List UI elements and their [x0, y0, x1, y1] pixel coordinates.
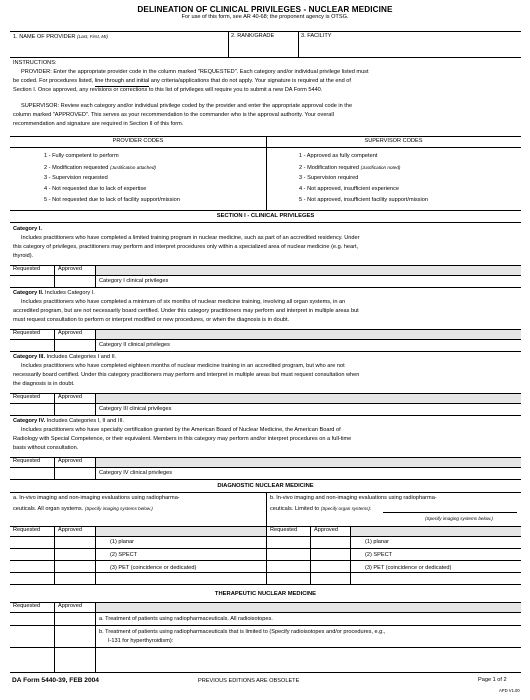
provider-instruction-line: PROVIDER: Enter the appropriate provider code in the column marked "REQUESTED". Each category and/or individual privilege listed must: [21, 69, 369, 75]
form-subtitle: For use of this form, see AR 40-68; the proponent agency is OTSG.: [181, 14, 349, 20]
provider-code-item: 5 - Not requested due to lack of facility support/mission: [44, 197, 180, 203]
approved-column-label: Approved: [314, 527, 338, 533]
editions-note: PREVIOUS EDITIONS ARE OBSOLETE: [198, 678, 300, 684]
organ-systems-field[interactable]: [383, 512, 517, 513]
category-3-description: Includes practitioners who have completed eighteen months of nuclear medicine training in an accredited program, but who are not: [21, 363, 345, 369]
provider-code-item: 4 - Not requested due to lack of expertise: [44, 186, 147, 192]
supervisor-instruction-line: recommendation and signature are required in Section II of this form.: [13, 121, 184, 127]
facility-label: 3. FACILITY: [301, 33, 332, 39]
rank-grade-field[interactable]: [230, 42, 296, 56]
approved-column-label: Approved: [58, 458, 82, 464]
category-4-approved-field[interactable]: [55, 468, 94, 478]
category-3-description: the diagnosis is in doubt.: [13, 381, 75, 387]
requested-column-label: Requested: [13, 266, 41, 272]
provider-instruction-line: Section I. Once approved, any revisions or corrections to this list of privileges will require you to submit a new DA Form 5440.: [13, 87, 323, 93]
diagnostic-a-text: a. In-vivo imaging and non-imaging evaluations using radiopharma-: [13, 495, 180, 501]
approved-column-label: Approved: [58, 266, 82, 272]
supervisor-code-item: 2 - Modification required (Justification noted): [299, 165, 401, 171]
category-4-requested-field[interactable]: [12, 468, 54, 478]
supervisor-code-item: 5 - Not approved, insufficient facility support/mission: [299, 197, 428, 203]
category-2-description: accredited program, but are not necessarily board certified. Under this category practitioners may perform and interpret in multiple areas but: [13, 308, 359, 314]
category-1-privileges-label: Category I clinical privileges: [99, 278, 169, 284]
section-1-heading: SECTION I - CLINICAL PRIVILEGES: [216, 213, 315, 219]
diagnostic-a-spect: (2) SPECT: [110, 552, 138, 558]
therapeutic-b-field[interactable]: [96, 648, 520, 671]
category-3-description: necessarily board certified. Under this category practitioners may perform and interpret in multiple areas but must request consultation when: [13, 372, 360, 378]
supervisor-instruction-line: SUPERVISOR: Review each category and/or individual privilege coded by the provider and enter the appropriate approval code in the: [21, 103, 353, 109]
diagnostic-heading: DIAGNOSTIC NUCLEAR MEDICINE: [217, 483, 314, 489]
requested-column-label: Requested: [13, 330, 41, 336]
diagnostic-b-text: b. In-vivo imaging and non-imaging evaluations using radiopharma-: [270, 495, 437, 501]
category-3-title: Category III. Includes Categories I and II.: [13, 354, 117, 360]
diagnostic-b-pet: (3) PET (coincidence or dedicated): [365, 565, 452, 571]
diagnostic-b-planar: (1) planar: [365, 539, 389, 545]
version-label: APD V1.00: [499, 688, 520, 693]
category-2-title: Category II. Includes Category I.: [13, 290, 95, 296]
category-2-privileges-label: Category II clinical privileges: [99, 342, 170, 348]
supervisor-code-item: 4 - Not approved, insufficient experience: [299, 186, 400, 192]
diagnostic-b-hint: (Specify imaging systems below.): [425, 516, 493, 521]
approved-column-label: Approved: [58, 527, 82, 533]
therapeutic-b-text: I-131 for hyperthyroidism):: [108, 638, 174, 644]
category-1-approved-field[interactable]: [55, 276, 94, 286]
category-4-privileges-label: Category IV clinical privileges: [99, 470, 173, 476]
approved-column-label: Approved: [58, 330, 82, 336]
category-1-title: Category I.: [13, 226, 42, 232]
category-2-requested-field[interactable]: [12, 340, 54, 350]
diagnostic-b-text: ceuticals. Limited to (Specify organ systems):: [270, 506, 372, 512]
category-1-requested-field[interactable]: [12, 276, 54, 286]
category-4-description: Includes practitioners who have specialty certification granted by the American Board of Nuclear Medicine, the American Board of: [21, 427, 341, 433]
form-number: DA Form 5440-39, FEB 2004: [12, 677, 99, 684]
category-4-description: Radiology with Special Competence, or their equivalent. Members in this category may perform and/or interpret procedures on a full-time: [13, 436, 352, 442]
requested-column-label: Requested: [13, 527, 41, 533]
form-title: DELINEATION OF CLINICAL PRIVILEGES - NUCLEAR MEDICINE: [137, 5, 393, 14]
category-2-description: must request consultation to perform or interpret modified or new procedures, or when the diagnosis is in doubt.: [13, 317, 290, 323]
diagnostic-a-planar: (1) planar: [110, 539, 134, 545]
category-2-approved-field[interactable]: [55, 340, 94, 350]
name-of-provider-label: 1. NAME OF PROVIDER (Last, First, MI): [13, 34, 108, 40]
category-4-title: Category IV. Includes Categories I, II and III.: [13, 418, 125, 424]
approved-column-label: Approved: [58, 394, 82, 400]
category-4-description: basis without consultation.: [13, 445, 79, 451]
supervisor-codes-heading: SUPERVISOR CODES: [364, 138, 423, 144]
diagnostic-a-text: ceuticals. All organ systems. (Specify imaging systems below.): [13, 506, 153, 512]
category-1-description: this category of privileges, practitioners may perform and interpret procedures only within a specialized area of nuclear medicine (e.g. heart,: [13, 244, 359, 250]
category-1-description: thyroid).: [13, 253, 34, 259]
diagnostic-b-spect: (2) SPECT: [365, 552, 393, 558]
category-2-description: Includes practitioners who have completed a minimum of six months of nuclear medicine training, involving all organ systems, in an: [21, 299, 346, 305]
therapeutic-a-text: a. Treatment of patients using radiopharmaceuticals. All radioisotopes.: [99, 616, 273, 622]
supervisor-code-item: 3 - Supervision required: [299, 175, 359, 181]
diagnostic-a-pet: (3) PET (coincidence or dedicated): [110, 565, 197, 571]
provider-codes-heading: PROVIDER CODES: [112, 138, 164, 144]
requested-column-label: Requested: [13, 458, 41, 464]
category-3-approved-field[interactable]: [55, 404, 94, 414]
therapeutic-b-text: b. Treatment of patients using radiopharmaceuticals that is limited to (Specify radioisotopes and/or procedures, e.g.,: [99, 629, 386, 635]
category-3-privileges-label: Category III clinical privileges: [99, 406, 172, 412]
provider-code-item: 1 - Fully competent to perform: [44, 153, 119, 159]
provider-code-item: 2 - Modification requested (Justification attached): [44, 165, 156, 171]
instructions-heading: INSTRUCTIONS:: [13, 60, 57, 66]
provider-code-item: 3 - Supervision requested: [44, 175, 108, 181]
provider-instruction-line: be coded. For procedures listed, line through and initial any criteria/applications that do not apply. Your signature is required at the end of: [13, 78, 351, 87]
rank-grade-label: 2. RANK/GRADE: [231, 33, 275, 39]
supervisor-code-item: 1 - Approved as fully competent: [299, 153, 378, 159]
name-of-provider-field[interactable]: [12, 42, 226, 56]
facility-field[interactable]: [300, 42, 520, 56]
requested-column-label: Requested: [270, 527, 298, 533]
supervisor-instruction-line: column marked "APPROVED". This serves as your recommendation to the commander who is the approval authority. Your overall: [13, 112, 334, 118]
category-3-requested-field[interactable]: [12, 404, 54, 414]
therapeutic-heading: THERAPEUTIC NUCLEAR MEDICINE: [214, 591, 317, 597]
approved-column-label: Approved: [58, 603, 82, 609]
category-1-description: Includes practitioners who have completed a limited training program in nuclear medicine, such as part of an accredited residency. Under: [21, 235, 360, 241]
requested-column-label: Requested: [13, 603, 41, 609]
page-number: Page 1 of 2: [478, 677, 507, 683]
requested-column-label: Requested: [13, 394, 41, 400]
